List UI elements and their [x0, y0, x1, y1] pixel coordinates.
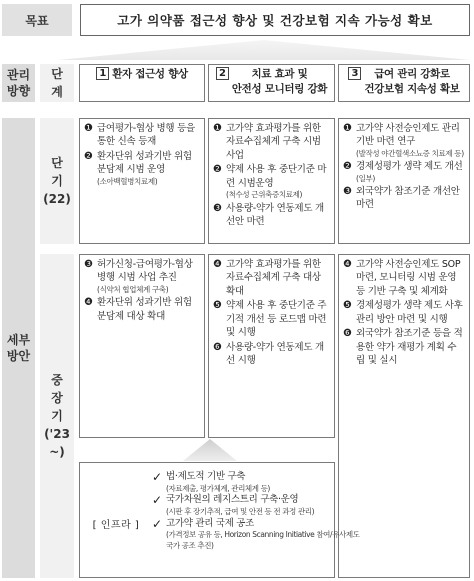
infra-item: ✓ 법·제도적 기반 구축 (자료제출, 평가체계, 관리체계 등) [152, 470, 270, 493]
infra-item: ✓ 국가차원의 레지스트리 구축·운영 (시판 후 장기추적, 급여 및 안전 등 전 과정 관리) [152, 493, 315, 517]
column-title: 치료 효과 및 안전성 모니터링 강화 [231, 68, 328, 96]
infra-list [152, 471, 362, 551]
mgmt-direction-label: 관리 방향 [2, 64, 35, 102]
check-icon: ✓ [152, 516, 162, 531]
column-header-1 [79, 64, 205, 102]
short-term-col1 [79, 118, 205, 244]
infra-item: ✓ 고가약 관리 국제 공조 (가격정보 공유 등, Horizon Scanning Initiative 참여/유사제도 국가 공조 추진) [152, 516, 360, 550]
list-item: ❷ 환자단위 성과기반 위험분담제 시범 운영 (소아백혈병치료제) [84, 150, 192, 186]
list-item: ❶ 고가약 사전승인제도 관리기반 마련 연구 (발작성 야간혈색소뇨증 치료제 등) [343, 123, 464, 158]
list-item: ❹ 고가약 사전승인제도 SOP 마련, 모니터링 시범 운영 등 기반 구축 및 체계화 [343, 259, 461, 297]
column-header-3 [338, 64, 470, 102]
list-item: ❹ 환자단위 성과기반 위험분담제 대상 확대 [84, 297, 192, 322]
list-item: ❸ 허가신청-급여평가-협상 병행 시범 사업 추진 (식약처 협업체계 구축) [84, 259, 193, 294]
list-item: ❻ 사용량-약가 연동제도 개선 시행 [213, 341, 324, 367]
detail-plan-label: 세부 방안 [2, 118, 35, 578]
mid-term-col2 [208, 254, 335, 438]
infra-label: [ 인프라 ] [92, 520, 140, 531]
list-item: ❻ 외국약가 참조기준 등을 적용한 약가 재평가 계획 수립 및 실시 [343, 328, 463, 367]
list-item: ❸ 외국약가 참조기준 개선안 마련 [343, 185, 460, 211]
column-number: 1 [96, 67, 109, 80]
goal-pyramid-shape [58, 40, 470, 60]
list-item: ❷ 약제 사용 후 중단기준 마련 시범운영 (척수성 근위축증치료제) [213, 164, 327, 200]
column-title: 환자 접근성 향상 [112, 68, 188, 80]
mid-term-col1 [79, 254, 205, 438]
check-icon: ✓ [152, 493, 162, 508]
column-title: 급여 관리 강화로 건강보험 지속성 확보 [364, 68, 460, 96]
stage-label: 단 계 [40, 64, 74, 102]
list-item: ❺ 경제성평가 생략 제도 사후관리 방안 마련 및 시행 [343, 300, 463, 325]
goal-text: 고가 의약품 접근성 향상 및 건강보험 지속 가능성 확보 [80, 4, 470, 36]
list-item: ❺ 약제 사용 후 중단기준 주기적 개선 등 로드맵 마련 및 시행 [213, 300, 327, 339]
goal-label: 목표 [2, 4, 72, 36]
check-icon: ✓ [152, 470, 162, 484]
list-item: ❹ 고가약 효과평가를 위한 자료수집체계 구축 대상 확대 [213, 259, 321, 297]
up-arrow-shape [183, 439, 237, 461]
column-number: 3 [348, 67, 361, 80]
short-term-label: 단 기 (22) [40, 118, 74, 244]
list-item: ❷ 경제성평가 생략 제도 개선 (일부) [343, 161, 463, 183]
list-item: ❶ 급여평가-협상 병행 등을 통한 신속 등재 [84, 123, 195, 148]
column-header-2 [208, 64, 335, 102]
mid-long-term-label: 중 장 기 ('23 ~) [40, 254, 74, 578]
short-term-col2 [208, 118, 335, 244]
list-item: ❶ 고가약 효과평가를 위한 자료수집체계 구축 시범 사업 [213, 123, 321, 161]
list-item: ❸ 사용량-약가 연동제도 개선안 마련 [213, 202, 324, 228]
short-term-col3 [338, 118, 470, 244]
column-number: 2 [216, 67, 229, 80]
